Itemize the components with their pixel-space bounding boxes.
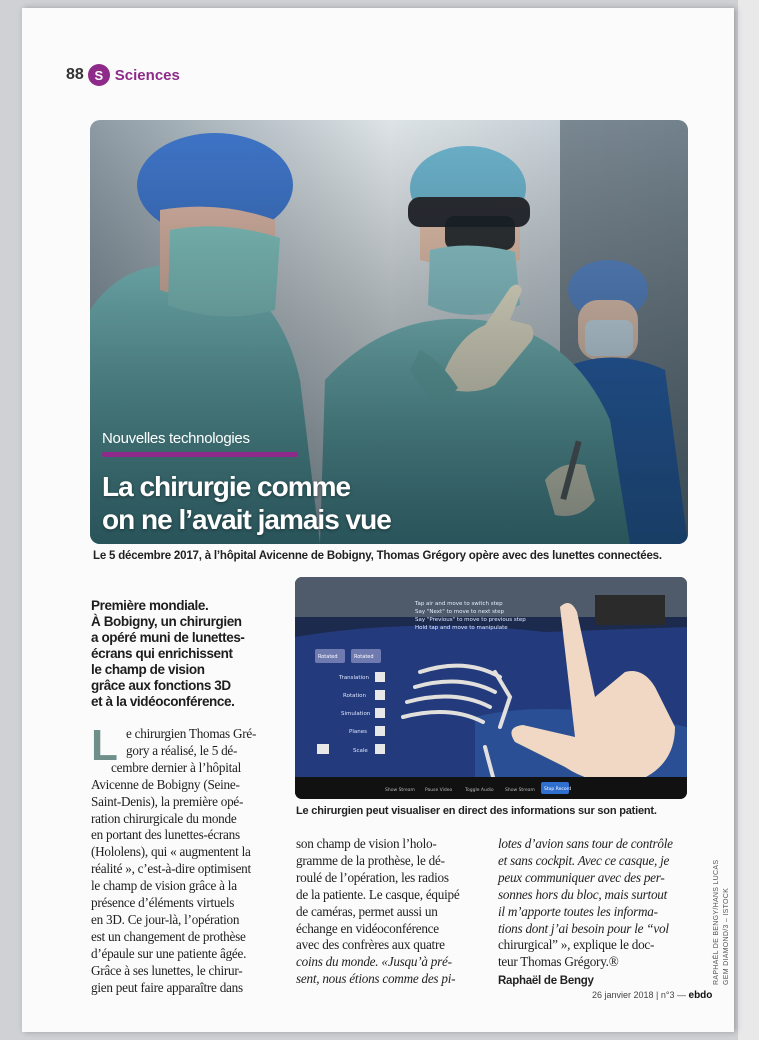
panel-tab-2-label: Rotated xyxy=(354,654,374,660)
body-line: ration chirurgicale du monde xyxy=(91,810,237,826)
inset-caption: Le chirurgien peut visualiser en direct des informations sur son patient. xyxy=(296,805,657,817)
lede-line: Première mondiale. xyxy=(91,598,209,613)
section-name: Sciences xyxy=(114,66,180,84)
body-line: teur Thomas Grégory.® xyxy=(498,954,619,970)
lede-line: le champ de vision xyxy=(91,662,205,677)
headline-line-2: on ne l’avait jamais vue xyxy=(102,504,391,535)
folio xyxy=(66,64,180,86)
body-line: de la patiente. Le casque, équipé xyxy=(296,886,460,902)
lede-line: et à la vidéoconférence. xyxy=(91,694,235,709)
panel-row-simulation: Simulation xyxy=(341,711,371,717)
body-line: (Hololens), qui « augmentent la xyxy=(91,844,251,860)
taskbar-item-3[interactable]: Toggle Audio xyxy=(465,788,494,793)
brand-logo: ebdo xyxy=(688,990,713,1001)
minus-icon[interactable] xyxy=(317,744,329,754)
lede-line: À Bobigny, un chirurgien xyxy=(91,614,242,629)
hud-line-4: Hold tap and move to manipulate xyxy=(415,625,508,631)
body-line: en portant des lunettes-écrans xyxy=(91,827,240,843)
author-byline: Raphaël de Bengy xyxy=(498,975,594,988)
stop-record-button[interactable]: Stop Record xyxy=(544,787,572,792)
body-line: Avicenne de Bobigny (Seine- xyxy=(91,776,240,792)
body-column-2 xyxy=(296,836,459,988)
body-line: gramme de la prothèse, le dé- xyxy=(296,852,445,868)
body-line: il m’apporte toutes les informa- xyxy=(498,903,658,919)
taskbar-item-2[interactable]: Pause Video xyxy=(425,788,453,793)
photo-credit-2: GEM DIAMOND/3 – ISTOCK xyxy=(723,887,730,985)
hero-caption: Le 5 décembre 2017, à l’hôpital Avicenne de Bobigny, Thomas Grégory opère avec des lunettes connectées. xyxy=(93,550,662,562)
hologram-illustration xyxy=(295,577,687,799)
body-line: est un changement de prothèse xyxy=(91,928,246,944)
body-line: roulé de l’opération, les radios xyxy=(296,869,449,885)
body-line: échange en vidéoconférence xyxy=(296,920,439,936)
article-kicker: Nouvelles technologies xyxy=(102,430,250,447)
body-line: et sans cockpit. Avec ce casque, je xyxy=(498,852,670,868)
body-line: avec des confrères aux quatre xyxy=(296,937,445,953)
section-badge: S xyxy=(88,64,110,86)
body-line: chirurgical” », explique le doc- xyxy=(498,937,655,953)
body-line: d’épaule sur une patiente âgée. xyxy=(91,945,247,961)
taskbar-item-4[interactable]: Show Stream xyxy=(505,788,535,793)
hud-line-3: Say "Previous" to move to previous step xyxy=(415,617,526,623)
body-line: tions dont j’ai besoin pour le “vol xyxy=(498,920,669,936)
body-line: gory a réalisé, le 5 dé- xyxy=(126,742,238,758)
body-line: de caméras, permet aussi un xyxy=(296,903,438,919)
panel-tab-1-label: Rotated xyxy=(318,654,338,660)
body-line: lotes d’avion sans tour de contrôle xyxy=(498,836,673,851)
panel-row-rotation: Rotation xyxy=(343,693,367,699)
photo-credit-1: RAPHAËL DE BENGY/HANS LUCAS xyxy=(713,859,720,985)
plus-icon[interactable] xyxy=(375,726,385,736)
body-line: sent, nous étions comme des pi- xyxy=(296,971,456,987)
hololens-view-photo xyxy=(295,577,687,799)
issue-date: 26 janvier 2018 | n°3 — xyxy=(592,990,686,1000)
page-footer xyxy=(592,990,712,1001)
body-line: en 3D. Ce jour-là, l’opération xyxy=(91,911,240,927)
body-line: gien peut faire apparaître dans xyxy=(91,979,243,995)
body-line: Saint-Denis), la première opé- xyxy=(91,793,244,809)
body-line: réalité », c’est-à-dire optimisent xyxy=(91,861,251,877)
body-line: coins du monde. «Jusqu’à pré- xyxy=(296,954,452,970)
body-line: peux communiquer avec des per- xyxy=(498,869,665,885)
body-line: cembre dernier à l’hôpital xyxy=(111,759,242,775)
hud-line-2: Say "Next" to move to next step xyxy=(415,609,504,615)
panel-row-translation: Translation xyxy=(339,675,369,681)
lede xyxy=(91,598,287,710)
body-column-1 xyxy=(91,721,257,997)
hud-line-1: Tap air and move to switch step xyxy=(415,601,503,607)
plus-icon[interactable] xyxy=(375,672,385,682)
body-line: sonnes hors du bloc, mais surtout xyxy=(498,886,668,902)
kicker-underline xyxy=(102,452,298,457)
panel-row-scale: Scale xyxy=(353,748,368,754)
plus-icon[interactable] xyxy=(375,690,385,700)
body-line: Grâce à ses lunettes, le chirur- xyxy=(91,962,243,978)
dropcap: L xyxy=(91,721,118,770)
plus-icon[interactable] xyxy=(375,708,385,718)
next-page-edge xyxy=(738,0,759,1040)
article-headline xyxy=(102,470,391,536)
page-number: 88 xyxy=(66,66,84,83)
panel-row-planes: Planes xyxy=(349,729,367,735)
body-line: son champ de vision l’holo- xyxy=(296,836,437,851)
lede-line: a opéré muni de lunettes- xyxy=(91,630,245,645)
lede-line: grâce aux fonctions 3D xyxy=(91,678,231,693)
taskbar-item-1[interactable]: Show Stream xyxy=(385,788,415,793)
headline-line-1: La chirurgie comme xyxy=(102,471,351,502)
plus-icon[interactable] xyxy=(375,744,385,754)
body-column-3 xyxy=(498,836,673,990)
body-line: e chirurgien Thomas Gré- xyxy=(126,726,257,741)
body-line: le champ de vision grâce à la xyxy=(91,878,237,894)
body-line: présence d’éléments virtuels xyxy=(91,895,235,911)
lede-line: écrans qui enrichissent xyxy=(91,646,233,661)
